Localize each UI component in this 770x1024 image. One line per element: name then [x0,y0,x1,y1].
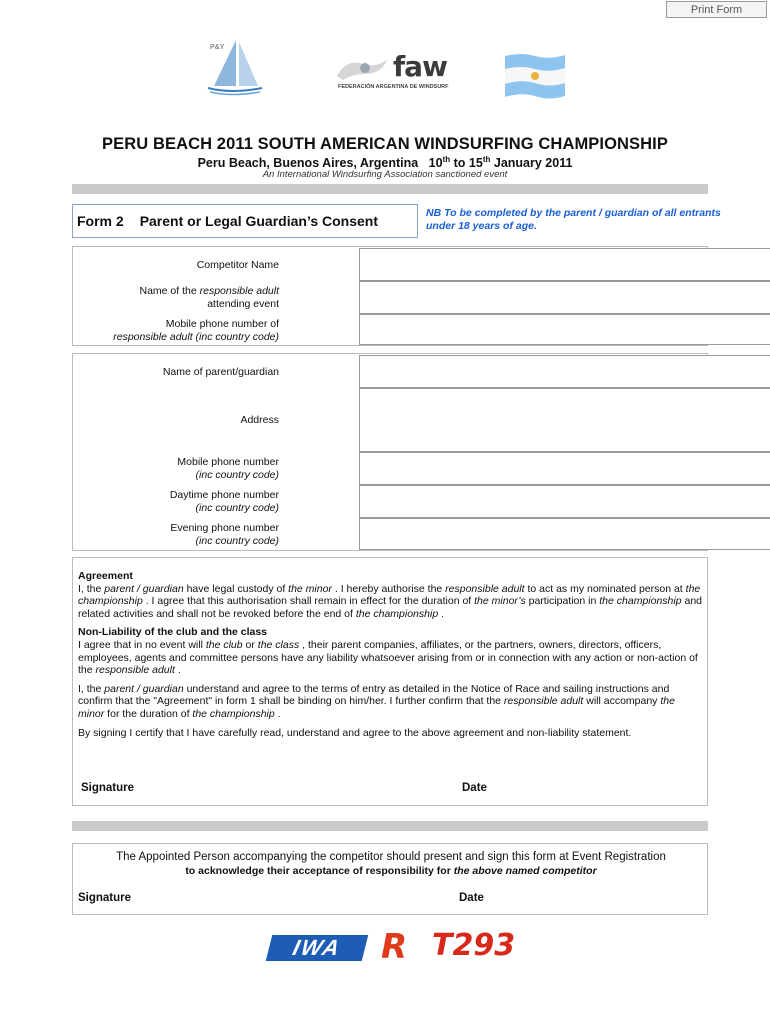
signature-label: Signature [81,782,135,794]
t293-logo: T293 [432,928,516,963]
responsible-mobile-field[interactable] [359,314,770,345]
liability-paragraph: I agree that in no event will the club or the class , their parent companies, affiliates, or the partners, owners, directors, officers, employees, agents and committee persons have any liability whatsoever arising from or in connection with any action or non-action of the responsible adult . [78,638,698,677]
responsible-mobile-label: Mobile phone number of responsible adult (inc country code) [113,318,279,343]
appointed-date-label: Date [459,892,484,904]
pay-sail-logo [196,38,266,98]
guardian-mobile-field[interactable] [359,452,770,485]
appointed-line1: The Appointed Person accompanying the competitor should present and sign this form at Event Registration [116,851,666,863]
certify-paragraph: By signing I certify that I have carefully read, understand and agree to the above agreement and non-liability statement. [78,726,632,739]
page-title: PERU BEACH 2011 SOUTH AMERICAN WINDSURFING CHAMPIONSHIP [102,135,668,153]
guardian-mobile-label: Mobile phone number (inc country code) [177,456,279,481]
faw-text: faw [393,50,447,83]
iwa-logo-text: IWA [290,935,345,960]
divider-bar [72,184,708,194]
competitor-name-field[interactable] [359,248,770,281]
faw-subtext: FEDERACIÓN ARGENTINA DE WINDSURF [338,84,449,90]
competitor-name-label: Competitor Name [196,259,279,271]
agreement-heading: Agreement [78,570,133,582]
guardian-section [72,353,708,551]
daytime-phone-field[interactable] [359,485,770,518]
sanction-note: An International Windsurfing Association sanctioned event [262,169,508,180]
address-field[interactable] [359,388,770,452]
date-label: Date [462,782,487,794]
iwa-logo [266,935,368,961]
responsible-adult-label: Name of the responsible adult attending event [139,285,279,310]
agreement-section [72,557,708,806]
guardian-name-field[interactable] [359,355,770,388]
appointed-line2: to acknowledge their acceptance of responsibility for the above named competitor [185,865,597,877]
divider-bar-2 [72,821,708,831]
agreement-paragraph: I, the parent / guardian have legal custody of the minor . I hereby authorise the responsible adult to act as my nominated person at the championship . I agree that this authorisation shall remain in effect for the duration of the minor’s participation in the championship and related activities and shall not be revoked before the end of the championship . [78,582,702,620]
pay-logo-text: P&Y [210,44,225,51]
competitor-section [72,246,708,346]
print-form-button[interactable]: Print Form [666,1,767,18]
terms-paragraph: I, the parent / guardian understand and agree to the terms of entry as detailed in the Notice of Race and sailing instructions and confirm that the "Agreement" in form 1 shall be binding on him/her. I further confirm that the responsible adult will accompany the minor for the duration of the championship . [78,682,675,720]
appointed-person-section [72,843,708,915]
form-title: Form 2 Parent or Legal Guardian’s Consent [72,204,418,238]
appointed-signature-label: Signature [78,892,132,904]
faw-wave-icon [335,54,391,82]
faw-logo [335,50,450,94]
address-label: Address [240,414,279,426]
responsible-adult-field[interactable] [359,281,770,314]
nb-note: NB To be completed by the parent / guardian of all entrants under 18 years of age. [426,207,721,232]
evening-phone-field[interactable] [359,518,770,550]
liability-heading: Non-Liability of the club and the class [78,626,268,639]
argentina-flag-icon [503,52,567,100]
evening-phone-label: Evening phone number (inc country code) [170,522,279,547]
event-subtitle: Peru Beach, Buenos Aires, Argentina 10th to 15th January 2011 [197,155,573,171]
daytime-phone-label: Daytime phone number (inc country code) [169,489,279,514]
guardian-name-label: Name of parent/guardian [162,366,279,378]
r-logo: R [381,927,408,967]
